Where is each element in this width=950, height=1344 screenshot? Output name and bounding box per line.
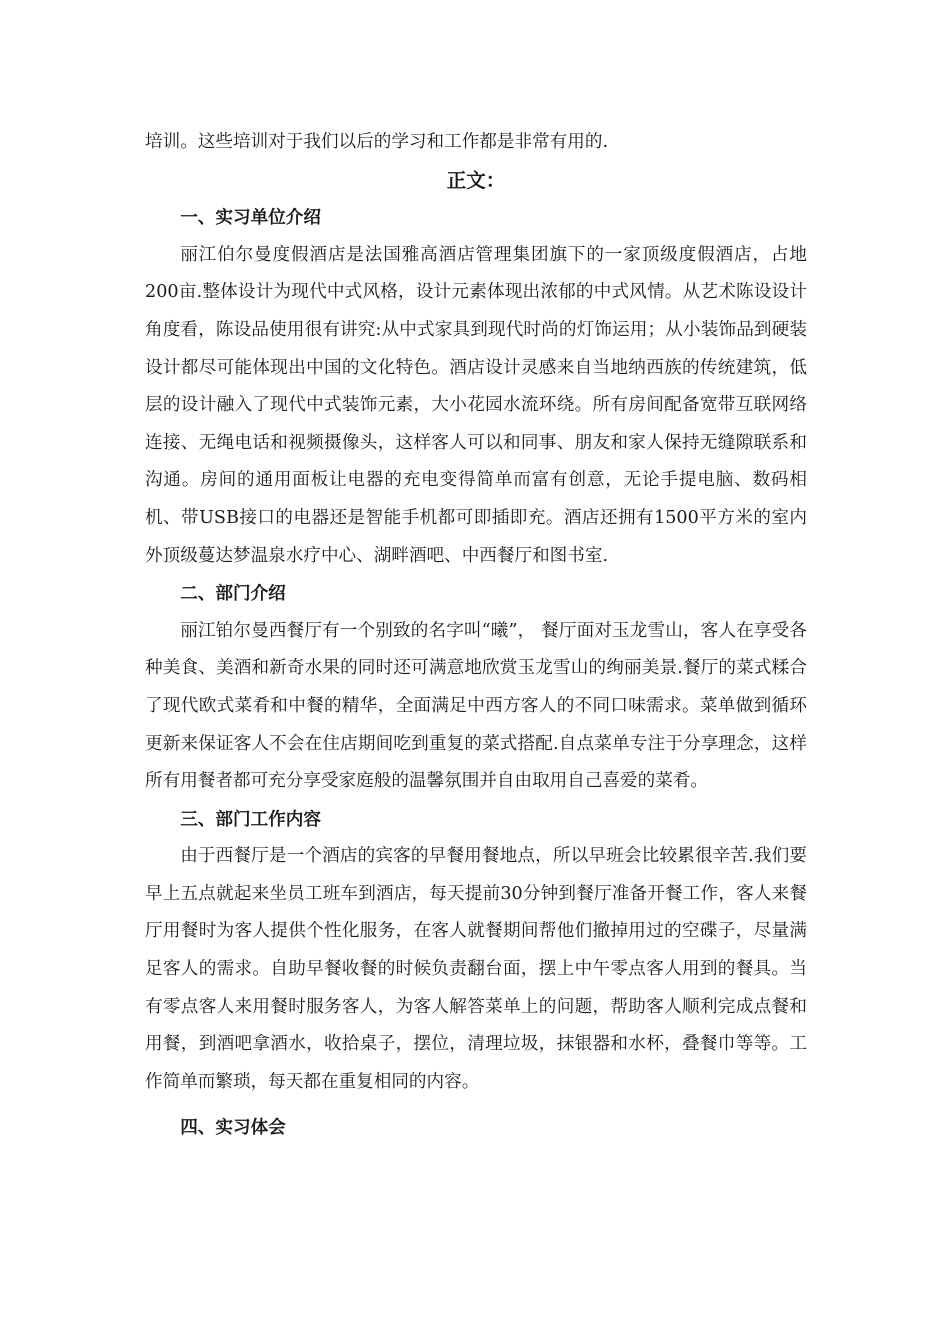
section-paragraph-department: 丽江铂尔曼西餐厅有一个别致的名字叫“曦”， 餐厅面对玉龙雪山，客人在享受各种美食、美酒和新奇水果的同时还可满意地欣赏玉龙雪山的绚丽美景.餐厅的菜式糅合了现代欧式菜肴和中餐的精华，全面满足中西方客人的不同口味需求。菜单做到循环更新来保证客人不会在住店期间吃到重复的菜式搭配.自点菜单专注于分享理念，这样所有用餐者都可充分享受家庭般的温馨氛围并自由取用自己喜爱的菜肴。 [145,620,807,792]
section-paragraph-work: 由于西餐厅是一个酒店的宾客的早餐用餐地点，所以早班会比较累很辛苦.我们要早上五点就起来坐员工班车到酒店，每天提前30分钟到餐厅准备开餐工作，客人来餐厅用餐时为客人提供个性化服务，在客人就餐期间帮他们撤掉用过的空碟子，尽量满足客人的需求。自助早餐收餐的时候负责翻台面，摆上中午零点客人用到的餐具。当有零点客人来用餐时服务客人，为客人解答菜单上的问题，帮助客人顺利完成点餐和用餐，到酒吧拿酒水，收拾桌子，摆位，清理垃圾，抹银器和水杯，叠餐巾等等。工作简单而繁琐，每天都在重复相同的内容。 [145,846,807,1092]
section-heading-work: 三、部门工作内容 [180,808,321,830]
document-body [145,124,807,1147]
section-heading-department: 二、部门介绍 [180,583,286,605]
main-heading: 正文： [446,168,506,192]
section-heading-company: 一、实习单位介绍 [180,207,321,229]
section-spacer [145,1101,807,1109]
section-heading-reflection: 四、实习体会 [180,1117,286,1139]
section-paragraph-company: 丽江伯尔曼度假酒店是法国雅高酒店管理集团旗下的一家顶级度假酒店，占地200亩.整体设计为现代中式风格，设计元素体现出浓郁的中式风情。从艺术陈设设计角度看，陈设品使用很有讲究:从中式家具到现代时尚的灯饰运用；从小装饰品到硬装设计都尽可能体现出中国的文化特色。酒店设计灵感来自当地纳西族的传统建筑，低层的设计融入了现代中式装饰元素，大小花园水流环绕。所有房间配备宽带互联网络连接、无绳电话和视频摄像头，这样客人可以和同事、朋友和家人保持无缝隙联系和沟通。房间的通用面板让电器的充电变得简单而富有创意，无论手提电脑、数码相机、带USB接口的电器还是智能手机都可即插即充。酒店还拥有1500平方米的室内外顶级蔓达梦温泉水疗中心、湖畔酒吧、中西餐厅和图书室. [145,244,807,566]
intro-tail-text: 培训。这些培训对于我们以后的学习和工作都是非常有用的. [145,132,609,152]
